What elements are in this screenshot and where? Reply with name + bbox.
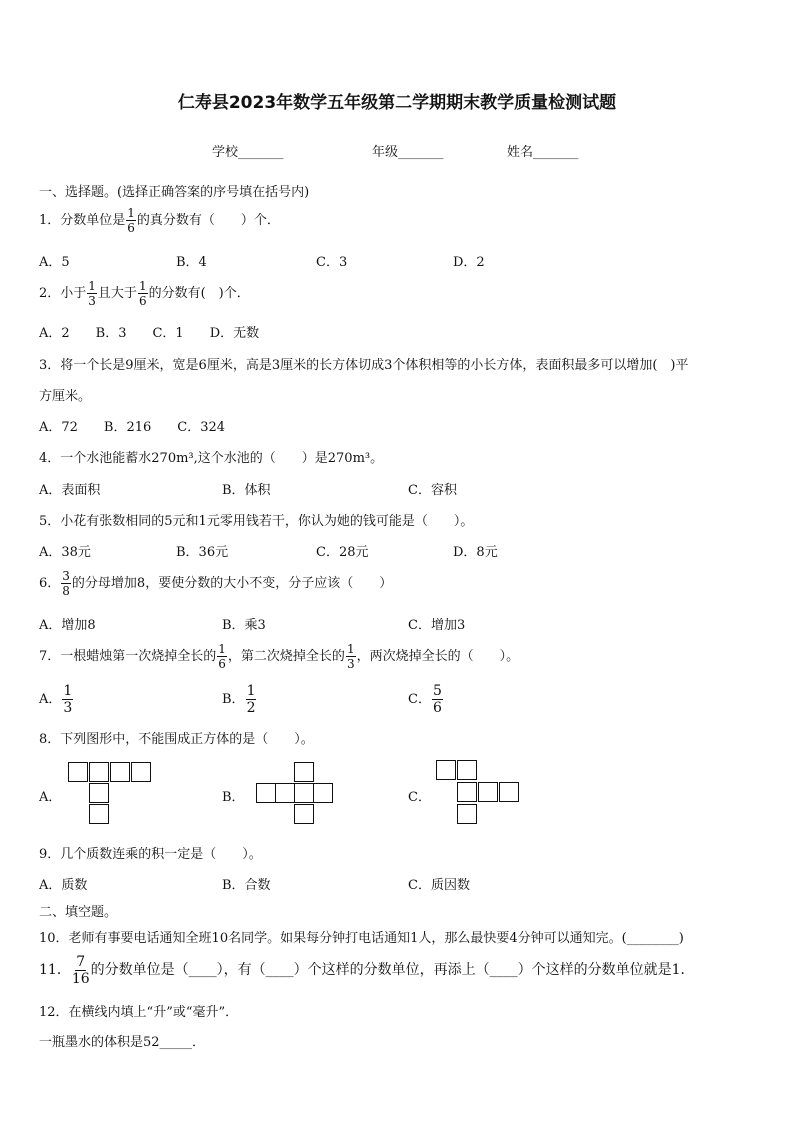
- section-heading-fill: 二、填空题。: [39, 905, 118, 920]
- net-square: [457, 804, 477, 824]
- q5-option-d: D．8元: [453, 545, 498, 560]
- fraction-denominator: 8: [62, 584, 70, 598]
- q3-options: A．72 B．216 C．324: [39, 420, 226, 435]
- q4-option-b: B．体积: [222, 483, 271, 498]
- question-12: 12．在横线内填上“升”或“毫升”．: [39, 1005, 239, 1020]
- question-3-line-2: 方厘米。: [39, 389, 92, 404]
- net-square: [436, 760, 456, 780]
- net-square: [89, 804, 109, 824]
- fraction-denominator: 3: [346, 657, 355, 671]
- q11-text-post: 的分数单位是（____），有（____）个这样的分数单位，再添上（____）个这样的分数单位就是1．: [90, 962, 695, 978]
- section-heading-choice: 一、选择题。(选择正确答案的序号填在括号内): [39, 185, 310, 200]
- q1-option-d: D．2: [453, 255, 485, 270]
- question-3-line-1: 3．将一个长是9厘米，宽是6厘米，高是3厘米的长方体切成3个体积相等的小长方体，表面积最多可以增加( )平: [39, 358, 689, 373]
- question-4: 4．一个水池能蓄水270m³,这个水池的（ ）是270m³。: [39, 451, 384, 466]
- question-12-sub: 一瓶墨水的体积是52_____．: [39, 1035, 206, 1050]
- fraction-numerator: 1: [127, 206, 135, 220]
- net-square: [131, 762, 151, 782]
- fraction-denominator: 2: [246, 700, 256, 716]
- fraction-numerator: 1: [246, 683, 256, 699]
- q1-text-pre: 1．分数单位是: [39, 213, 126, 228]
- q5-option-b: B．36元: [176, 545, 229, 560]
- net-square: [478, 782, 498, 802]
- q2-options: A．2 B．3 C．1 D．无数: [39, 326, 260, 341]
- fraction: [432, 684, 443, 715]
- q8-option-a-label: A．: [39, 790, 62, 805]
- fraction-numerator: 5: [432, 683, 442, 699]
- fraction: [246, 684, 257, 715]
- q7-text-c: ，两次烧掉全长的（ ）。: [356, 649, 520, 664]
- fraction: [346, 643, 356, 670]
- q7-option-a: [39, 684, 74, 715]
- q6-option-c: C．增加3: [408, 618, 466, 633]
- q5-option-a: A．38元: [39, 545, 91, 560]
- fraction-denominator: 6: [138, 294, 147, 308]
- q6-option-b: B．乘3: [222, 618, 266, 633]
- question-6: [39, 569, 392, 599]
- option-label: A．: [39, 692, 62, 707]
- page-title: 仁寿县2023年数学五年级第二学期期末教学质量检测试题: [177, 93, 617, 113]
- question-1: [39, 206, 280, 236]
- fraction-numerator: 1: [63, 683, 73, 699]
- fraction-denominator: 3: [63, 700, 73, 716]
- question-9: 9．几个质数连乘的积一定是（ ）。: [39, 847, 262, 862]
- net-square: [275, 783, 295, 803]
- net-square: [110, 762, 130, 782]
- fraction-denominator: 3: [88, 294, 96, 308]
- fraction-denominator: 6: [127, 221, 135, 235]
- q5-option-c: C．28元: [316, 545, 369, 560]
- fraction-denominator: 16: [71, 970, 90, 987]
- net-square: [89, 783, 109, 803]
- net-square: [294, 762, 314, 782]
- fraction-numerator: 1: [88, 279, 96, 293]
- fraction: [72, 955, 90, 986]
- question-8: 8．下列图形中，不能围成正方体的是（ ）。: [39, 732, 314, 747]
- q11-text-pre: 11．: [39, 962, 71, 978]
- q7-text-a: 7．一根蜡烛第一次烧掉全长的: [39, 649, 217, 664]
- q9-option-b: B．合数: [222, 878, 271, 893]
- fraction: [126, 207, 136, 234]
- net-square: [313, 783, 333, 803]
- q1-text-post: 的真分数有（ ）个．: [136, 213, 280, 228]
- q2-text-a: 2．小于: [39, 286, 87, 301]
- question-5: 5．小花有张数相同的5元和1元零用钱若干，你认为她的钱可能是（ ）。: [39, 514, 474, 529]
- net-square: [294, 804, 314, 824]
- q6-text-post: 的分母增加8，要使分数的大小不变，分子应该（ ）: [71, 576, 393, 591]
- question-2: [39, 279, 250, 309]
- grade-field: 年级_______: [372, 145, 444, 160]
- fraction-numerator: 1: [346, 642, 355, 656]
- fraction-denominator: 6: [432, 700, 442, 716]
- fraction-numerator: 1: [218, 642, 226, 656]
- q8-option-c-label: C．: [408, 790, 431, 805]
- net-square: [256, 783, 276, 803]
- fraction: [62, 684, 73, 715]
- name-field: 姓名_______: [507, 145, 579, 160]
- option-label: C．: [408, 692, 431, 707]
- net-square: [457, 782, 477, 802]
- q4-option-a: A．表面积: [39, 483, 101, 498]
- q6-text-pre: 6．: [39, 576, 61, 591]
- fraction-numerator: 1: [138, 279, 147, 293]
- fraction: [138, 280, 148, 307]
- net-square: [499, 782, 519, 802]
- q7-text-b: ，第二次烧掉全长的: [227, 649, 345, 664]
- q1-option-a: A．5: [39, 255, 70, 270]
- q1-option-c: C．3: [316, 255, 348, 270]
- fraction-denominator: 6: [218, 657, 226, 671]
- q4-option-c: C．容积: [408, 483, 457, 498]
- net-square: [294, 783, 314, 803]
- question-10: 10．老师有事要电话通知全班10名同学。如果每分钟打电话通知1人，那么最快要4分钟可以通知完。(________): [39, 931, 684, 946]
- q9-option-a: A．质数: [39, 878, 88, 893]
- option-label: B．: [222, 692, 245, 707]
- q2-text-b: 且大于: [97, 286, 137, 301]
- q7-option-b: [222, 684, 257, 715]
- fraction: [61, 570, 71, 597]
- net-square: [457, 760, 477, 780]
- q7-option-c: [408, 684, 444, 715]
- fraction: [217, 643, 227, 670]
- q9-option-c: C．质因数: [408, 878, 470, 893]
- net-square: [68, 762, 88, 782]
- q6-option-a: A．增加8: [39, 618, 96, 633]
- school-field: 学校_______: [212, 145, 284, 160]
- question-7: [39, 642, 519, 672]
- q8-option-b-label: B．: [222, 790, 245, 805]
- q2-text-c: 的分数有( )个．: [148, 286, 250, 301]
- fraction-numerator: 7: [76, 953, 86, 970]
- q1-option-b: B．4: [176, 255, 207, 270]
- question-11: [39, 954, 695, 986]
- net-square: [89, 762, 109, 782]
- fraction: [87, 280, 97, 307]
- fraction-numerator: 3: [62, 569, 70, 583]
